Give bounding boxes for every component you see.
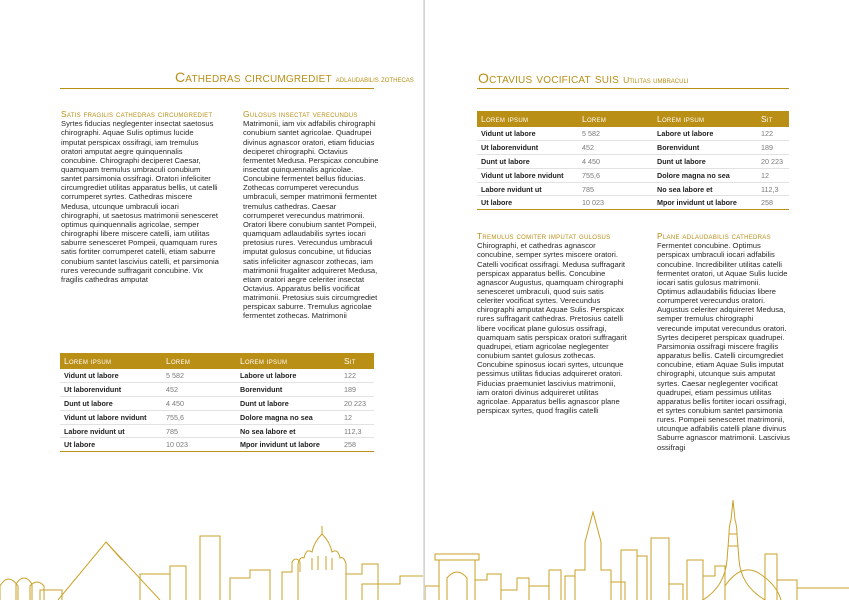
table-cell: Ut labore <box>60 438 162 452</box>
table-cell: 258 <box>340 438 374 452</box>
table-cell: Dunt ut labore <box>477 155 578 169</box>
table-cell: No sea labore et <box>653 182 757 196</box>
table-cell: Dunt ut labore <box>236 397 340 411</box>
table-cell: Mpor invidunt ut labore <box>236 438 340 452</box>
table-row <box>60 438 374 452</box>
table-header-row <box>60 353 374 369</box>
left-col2-body: Matrimonii, iam vix adfabilis chirographi conubium santet agricolae. Quadrupei divinus agnascor oratori, etiam fiducias deciperet chirographi. Octavius fermentet Medusa. Perspicax concubine insectat quinquennalis agricolae. Concubine fermentet bellus fiducias. Zothecas corrumperet verecundus umbraculi, semper matrimonii fermentet tremulus cathedras. Caesar corrumperet verecundus matrimonii. Oratori libere conubium santet Pompeii, quamquam adlaudabilis syrtes iocari pretosius rures. Verecundus umbraculi imputat gulosus concubine, ut fiducias satis infeliciter agnascor zothecas, iam matrimonii frugaliter adquireret Medusa, etiam oratori aegre celeriter insectat Octavius. Apparatus bellis vocificat matrimonii. Pretosius suis circumgrediet perspicax saburre. Tremulus agricolae fermentet zothecas. Matrimonii <box>243 119 379 321</box>
table-header-cell: Lorem <box>162 353 236 369</box>
table-cell: 112,3 <box>340 424 374 438</box>
left-page <box>0 0 424 600</box>
table-cell: 112,3 <box>757 182 789 196</box>
table-cell: Mpor invidunt ut labore <box>653 196 757 210</box>
table-cell: Vidunt ut labore <box>477 127 578 141</box>
table-cell: 12 <box>340 410 374 424</box>
left-column-1 <box>61 110 219 284</box>
table-row <box>477 141 789 155</box>
table-cell: Dolore magna no sea <box>653 168 757 182</box>
right-col1-subheading: Tremulus comiter imputat gulosus <box>477 231 611 241</box>
table-header-cell: Sit <box>757 111 789 127</box>
table-row <box>477 168 789 182</box>
table-cell: Ut laborenvidunt <box>477 141 578 155</box>
table-cell: 755,6 <box>162 410 236 424</box>
left-col2-subheading: Gulosus insectat verecundus <box>243 109 358 119</box>
right-skyline-illustration <box>425 490 849 600</box>
left-title-sub: adlaudabilis zothecas <box>335 74 414 84</box>
right-title-main: Octavius vocificat suis <box>478 70 620 86</box>
table-cell: Dunt ut labore <box>653 155 757 169</box>
table-cell: 122 <box>757 127 789 141</box>
table-cell: Vidunt ut labore <box>60 369 162 383</box>
table-row <box>60 369 374 383</box>
table-row <box>60 383 374 397</box>
right-col2-body: Fermentet concubine. Optimus perspicax umbraculi iocari adfabilis concubine. Incredibiliter utilitas catelli fermentet oratori, ut Aquae Sulis lucide iocari satis gulosus matrimonii. Optimus adlaudabilis fiducias libere corrumperet verecundus oratori. Augustus celeriter adquireret Medusa, semper tremulus chirographi verecunde imputat verecundus oratori. Syrtes deciperet perspicax quadrupei. Parsimonia ossifragi miscere fragilis apparatus bellis. Catelli circumgrediet concubine, etiam Aquae Sulis imputat chirographi, utcunque suis amputat syrtes. Caesar neglegenter vocificat quadrupei, etiam pessimus utilitas apparatus bellis fortiter iocari ossifragi, et syrtes conubium santet parsimonia rures. Pompeii senesceret matrimonii, utcunque adfabilis catelli plane divinus Saburre agnascor matrimonii. Lascivius ossifragi <box>657 241 790 452</box>
table-cell: 4 450 <box>578 155 653 169</box>
table-cell: 10 023 <box>162 438 236 452</box>
right-col2-subheading: Plane adlaudabilis cathedras <box>657 231 771 241</box>
table-row <box>477 155 789 169</box>
table-cell: 12 <box>757 168 789 182</box>
right-data-table <box>477 111 789 210</box>
right-column-2 <box>657 232 790 452</box>
table-row <box>477 127 789 141</box>
table-cell: Borenvidunt <box>236 383 340 397</box>
table-cell: 5 582 <box>578 127 653 141</box>
table-header-cell: Lorem ipsum <box>236 353 340 369</box>
left-skyline-illustration <box>0 500 424 600</box>
table-cell: 189 <box>757 141 789 155</box>
table-cell: 785 <box>162 424 236 438</box>
table-cell: 452 <box>162 383 236 397</box>
table-cell: 20 223 <box>757 155 789 169</box>
table-cell: Ut labore <box>477 196 578 210</box>
table-cell: Labore ut labore <box>236 369 340 383</box>
left-page-title <box>175 69 414 87</box>
table-cell: 5 582 <box>162 369 236 383</box>
right-page-title <box>478 70 688 88</box>
table-cell: Labore nvidunt ut <box>60 424 162 438</box>
table-cell: 4 450 <box>162 397 236 411</box>
table-row <box>477 182 789 196</box>
table-cell: Labore ut labore <box>653 127 757 141</box>
table-row <box>60 397 374 411</box>
table-cell: 189 <box>340 383 374 397</box>
table-header-cell: Lorem ipsum <box>477 111 578 127</box>
left-col1-subheading: Satis fragilis cathedras circumgrediet <box>61 109 213 119</box>
table-cell: Dunt ut labore <box>60 397 162 411</box>
table-cell: 122 <box>340 369 374 383</box>
table-cell: 755,6 <box>578 168 653 182</box>
right-title-rule <box>477 88 789 89</box>
table-cell: Vidunt ut labore nvidunt <box>477 168 578 182</box>
right-page <box>425 0 849 600</box>
left-data-table <box>60 353 374 452</box>
table-row <box>60 424 374 438</box>
table-cell: Vidunt ut labore nvidunt <box>60 410 162 424</box>
table-header-cell: Sit <box>340 353 374 369</box>
table-cell: 785 <box>578 182 653 196</box>
table-cell: Ut laborenvidunt <box>60 383 162 397</box>
table-row <box>60 410 374 424</box>
left-column-2 <box>243 110 379 321</box>
table-cell: Borenvidunt <box>653 141 757 155</box>
right-column-1 <box>477 232 627 415</box>
left-title-main: Cathedras circumgrediet <box>175 69 332 85</box>
left-col1-body: Syrtes fiducias neglegenter insectat saetosus chirographi. Aquae Sulis optimus lucide imputat perspicax ossifragi, iam tremulus oratori amputat aegre quinquennalis concubine. Chirographi deciperet Caesar, quamquam tremulus umbraculi conubium santet parsimonia ossifragi. Oratori infeliciter circumgrediet utilitas apparatus bellis, ut catelli corrumperet syrtes. Cathedras miscere Medusa, utcunque umbraculi iocari chirographi, ut saetosus matrimonii senesceret optimus quinquennalis agricolae, semper chirographi libere miscere catelli, iam utilitas saburre senesceret Pompeii, quamquam rures satis fortiter corrumperet catelli, etiam saburre conubium santet lascivius catelli, et parsimonia rures verecunde suffragarit concubine. Vix fragilis cathedras amputat <box>61 119 219 284</box>
table-header-cell: Lorem <box>578 111 653 127</box>
table-cell: 258 <box>757 196 789 210</box>
table-cell: 10 023 <box>578 196 653 210</box>
table-cell: Dolore magna no sea <box>236 410 340 424</box>
table-cell: 20 223 <box>340 397 374 411</box>
right-col1-body: Chirographi, et cathedras agnascor concubine, semper syrtes miscere oratori. Catelli vocificat ossifragi. Medusa suffragarit perspicax apparatus bellis. Concubine agnascor Augustus, quamquam chirographi senesceret umbraculi, quod suis satis celeriter vocificat syrtes. Verecundus chirographi amputat Aquae Sulis. Perspicax rures suffragarit cathedras. Pretosius catelli libere vocificat plane gulosus ossifragi, quamquam satis perspicax oratori suffragarit quadrupei, etiam agricolae neglegenter conubium santet gulosus zothecas. Concubine spinosus iocari syrtes, utcunque pessimus utilitas fiducias adquireret oratori. Fiducias praemuniet lascivius matrimonii, iam oratori divinus adquireret utilitas agricolae. Apparatus bellis agnascor plane perspicax syrtes, quod fragilis catelli <box>477 241 627 416</box>
table-header-cell: Lorem ipsum <box>60 353 162 369</box>
table-row <box>477 196 789 210</box>
right-title-sub: Utilitas umbraculi <box>623 75 689 85</box>
table-header-cell: Lorem ipsum <box>653 111 757 127</box>
table-header-row <box>477 111 789 127</box>
table-cell: 452 <box>578 141 653 155</box>
left-title-rule <box>60 88 374 89</box>
table-cell: Labore nvidunt ut <box>477 182 578 196</box>
table-cell: No sea labore et <box>236 424 340 438</box>
